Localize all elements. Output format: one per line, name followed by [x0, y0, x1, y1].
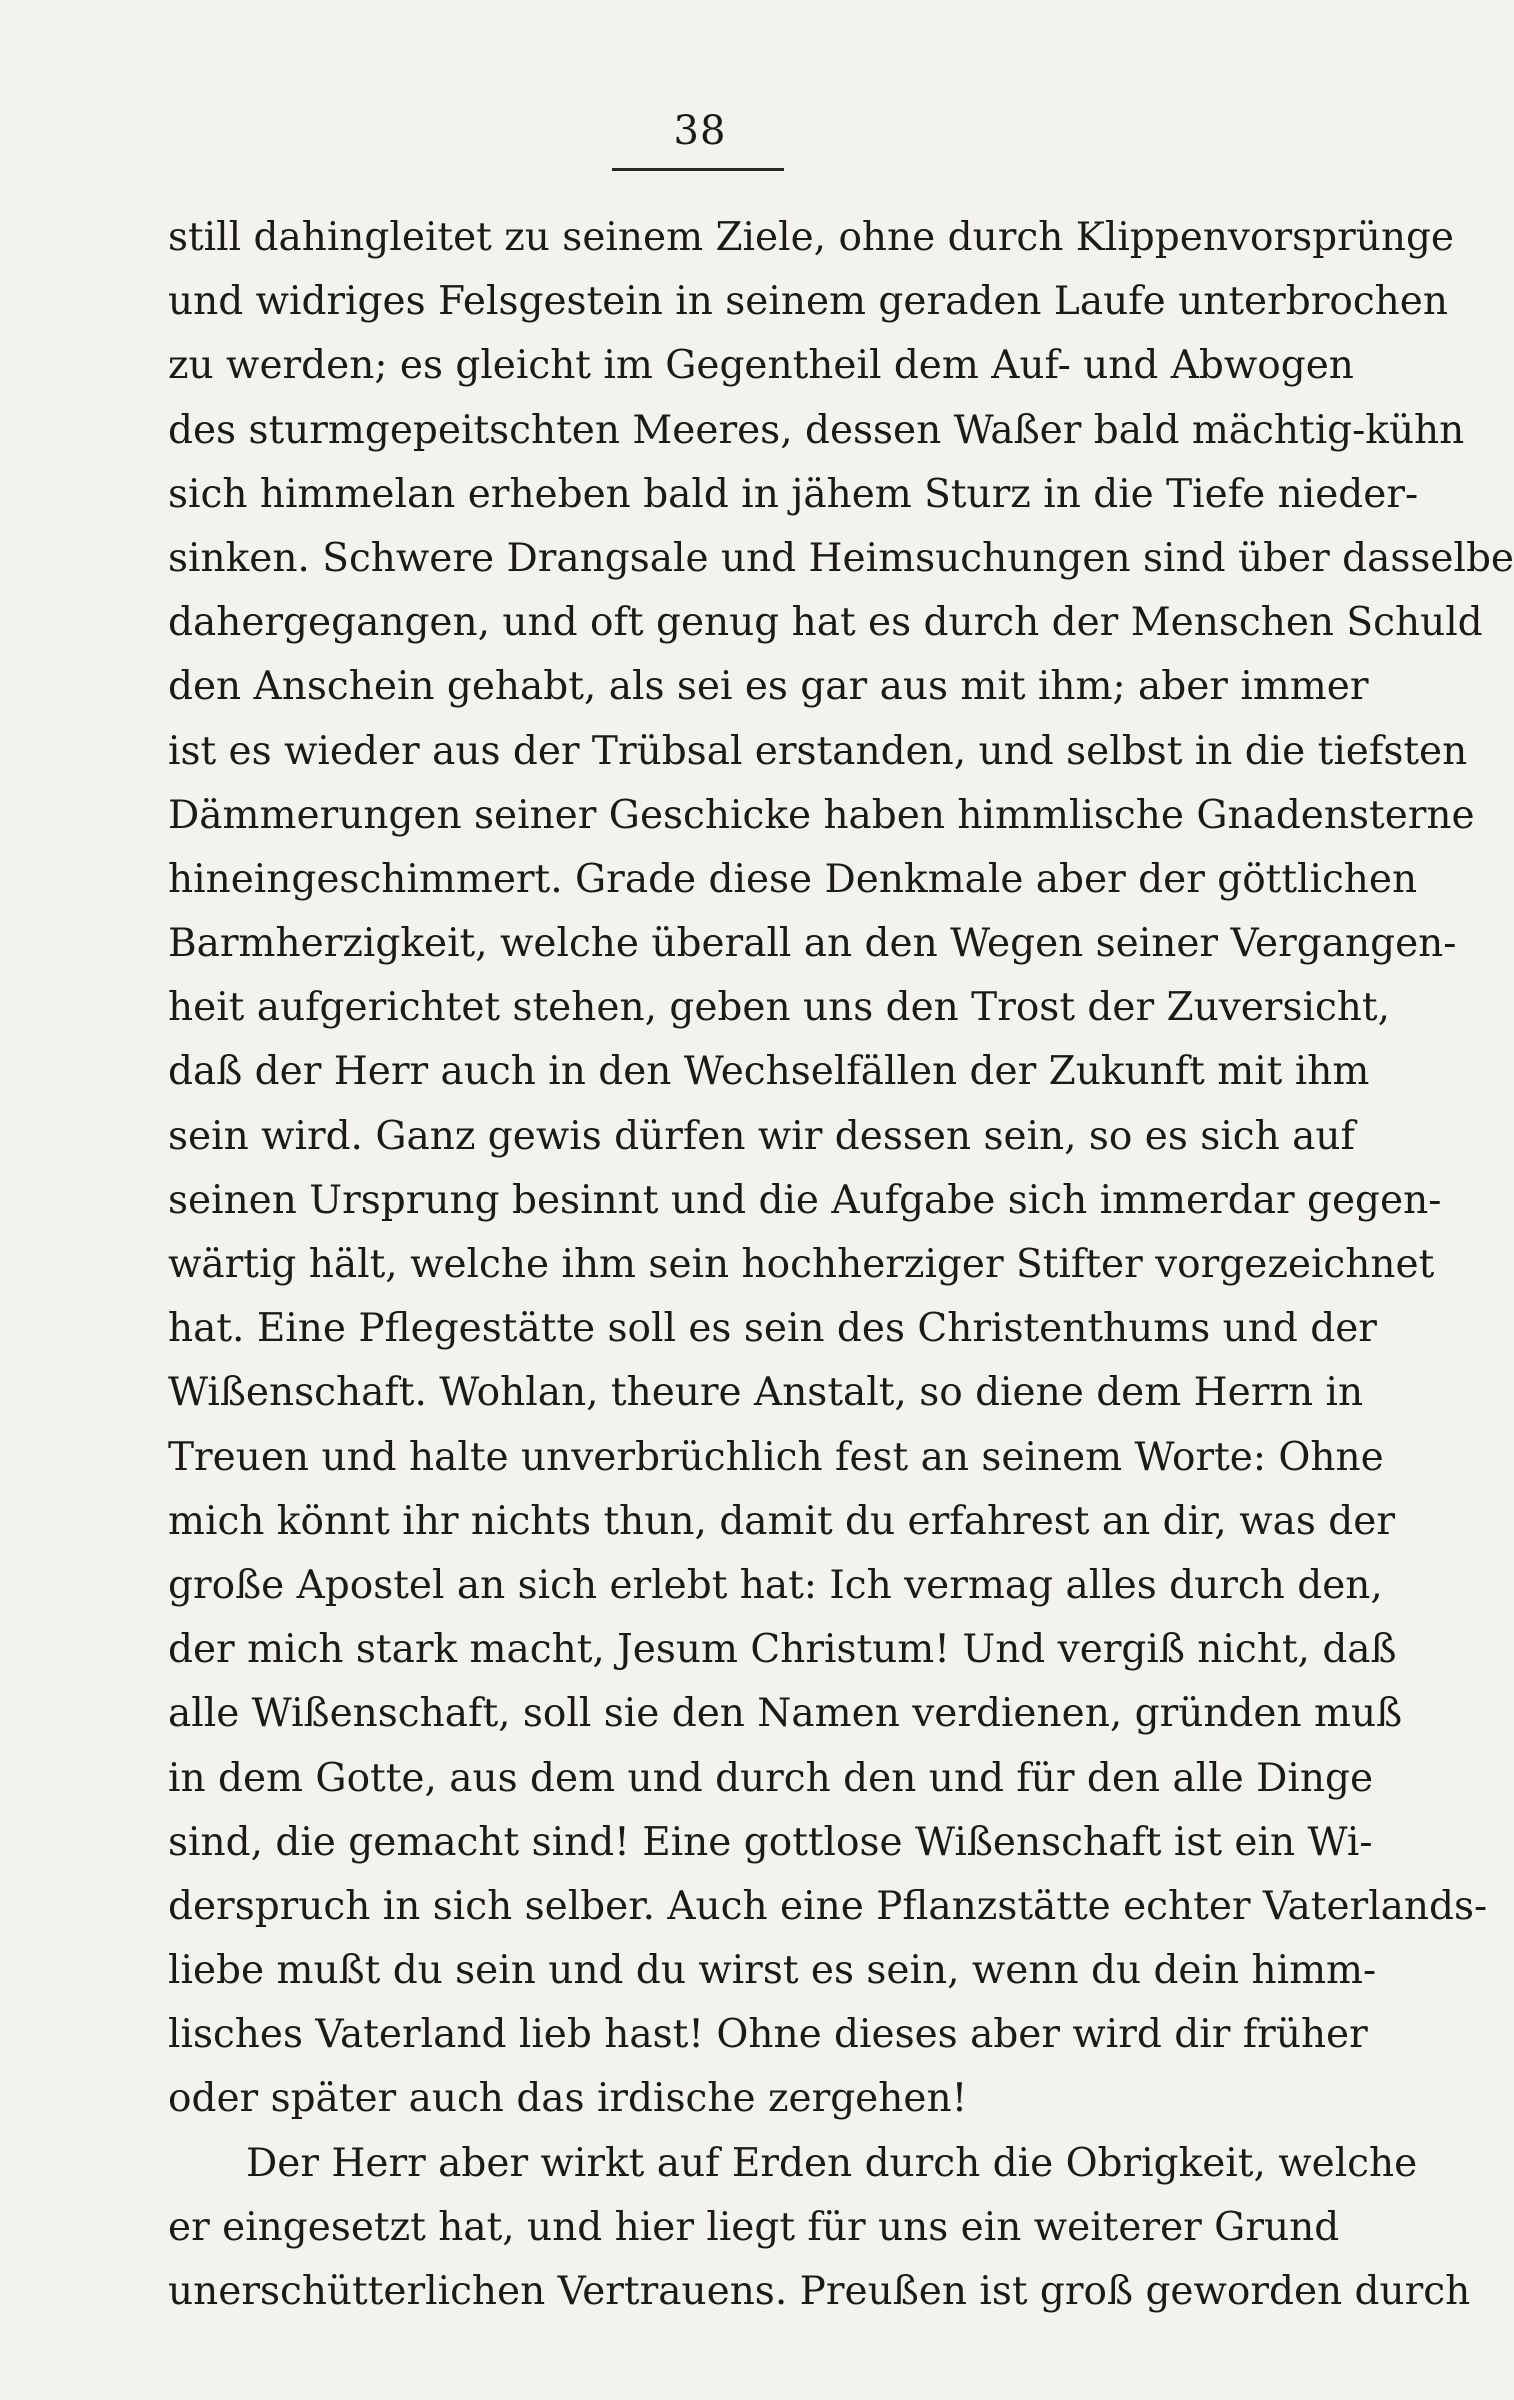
text-line: derspruch in sich selber. Auch eine Pflanzstätte echter Vaterlands- — [168, 1883, 1488, 1929]
text-line: ist es wieder aus der Trübsal erstanden, und selbst in die tiefsten — [168, 728, 1468, 774]
text-line: hineingeschimmert. Grade diese Denkmale aber der göttlichen — [168, 856, 1418, 902]
text-line: den Anschein gehabt, als sei es gar aus mit ihm; aber immer — [168, 664, 1369, 710]
text-line: liebe mußt du sein und du wirst es sein, wenn du dein himm- — [168, 1948, 1377, 1994]
paragraph-end-line: oder später auch das irdische zergehen! — [168, 2076, 968, 2122]
text-line: still dahingleitet zu seinem Ziele, ohne durch Klippenvorsprünge — [168, 215, 1454, 260]
text-line: Treuen und halte unverbrüchlich fest an seinem Worte: Ohne — [168, 1434, 1384, 1480]
text-line: wärtig hält, welche ihm sein hochherziger Stifter vorgezeichnet — [168, 1242, 1435, 1287]
text-line: unerschütterlichen Vertrauens. Preußen ist groß geworden durch — [168, 2269, 1471, 2314]
text-line: sich himmelan erheben bald in jähem Sturz in die Tiefe nieder- — [168, 471, 1419, 517]
text-line: heit aufgerichtet stehen, geben uns den Trost der Zuversicht, — [168, 985, 1390, 1031]
text-line: daß der Herr auch in den Wechselfällen der Zukunft mit ihm — [168, 1049, 1370, 1095]
text-line: hat. Eine Pflegestätte soll es sein des Christenthums und der — [168, 1306, 1377, 1352]
text-line: sinken. Schwere Drangsale und Heimsuchungen sind über dasselbe — [168, 535, 1514, 581]
text-line: große Apostel an sich erlebt hat: Ich vermag alles durch den, — [168, 1562, 1383, 1608]
text-line: mich könnt ihr nichts thun, damit du erfahrest an dir, was der — [168, 1498, 1395, 1544]
page-number: 38 — [673, 108, 727, 154]
paragraph-start-line: Der Herr aber wirkt auf Erden durch die Obrigkeit, welche — [246, 2140, 1418, 2186]
text-line: in dem Gotte, aus dem und durch den und für den alle Dinge — [168, 1755, 1374, 1801]
text-line: Barmherzigkeit, welche überall an den Wegen seiner Vergangen- — [168, 921, 1457, 967]
text-line: lisches Vaterland lieb hast! Ohne dieses aber wird dir früher — [168, 2012, 1368, 2058]
text-line: er eingesetzt hat, und hier liegt für uns ein weiterer Grund — [168, 2204, 1340, 2250]
text-line: sein wird. Ganz gewis dürfen wir dessen sein, so es sich auf — [168, 1113, 1355, 1159]
text-line: seinen Ursprung besinnt und die Aufgabe sich immerdar gegen- — [168, 1177, 1442, 1223]
text-line: der mich stark macht, Jesum Christum! Und vergiß nicht, daß — [168, 1627, 1397, 1673]
text-line: Wißenschaft. Wohlan, theure Anstalt, so diene dem Herrn in — [168, 1370, 1364, 1416]
text-line: und widriges Felsgestein in seinem geraden Laufe unterbrochen — [168, 279, 1448, 325]
body-text — [168, 206, 1514, 2324]
text-line: alle Wißenschaft, soll sie den Namen verdienen, gründen muß — [168, 1691, 1403, 1737]
text-line: dahergegangen, und oft genug hat es durch der Menschen Schuld — [168, 600, 1483, 646]
text-line: Dämmerungen seiner Geschicke haben himmlische Gnadensterne — [168, 792, 1475, 838]
text-line: zu werden; es gleicht im Gegentheil dem Auf- und Abwogen — [168, 343, 1354, 389]
page-number-rule — [612, 168, 784, 171]
text-line: sind, die gemacht sind! Eine gottlose Wißenschaft ist ein Wi- — [168, 1819, 1373, 1865]
text-line: des sturmgepeitschten Meeres, dessen Waßer bald mächtig-kühn — [168, 407, 1465, 453]
